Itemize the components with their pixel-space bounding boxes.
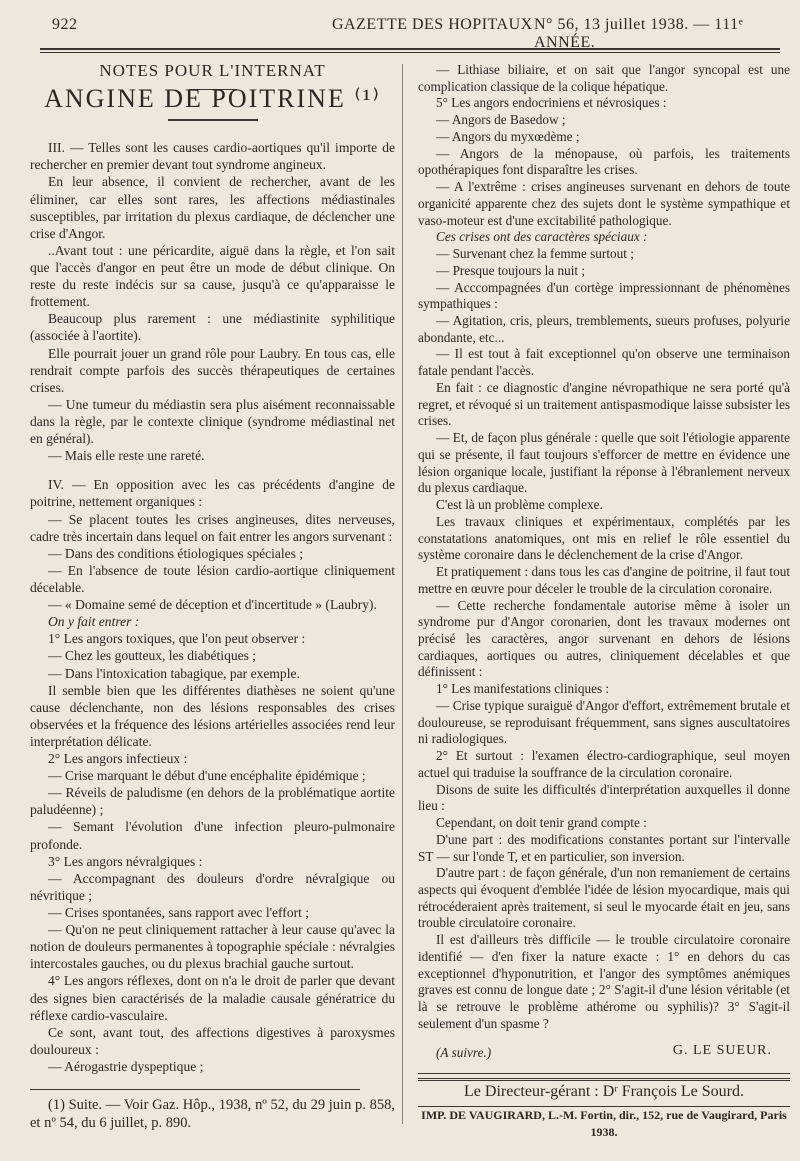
paragraph: — Survenant chez la femme surtout ; <box>436 246 634 262</box>
paragraph: — Presque toujours la nuit ; <box>436 262 586 278</box>
paragraph: — Dans des conditions étiologiques spéciales ; <box>48 545 304 561</box>
paragraph: Elle pourrait jouer un grand rôle pour Laubry. En tous cas, elle rendrait compte parfois des succès thérapeutiques de certaines crises. <box>30 345 395 395</box>
to-be-continued: (A suivre.) <box>436 1044 492 1060</box>
paragraph: 1° Les manifestations cliniques : <box>436 681 610 697</box>
issue-info: N° 56, 13 juillet 1938. — 111ᵉ ANNÉE. <box>534 16 744 51</box>
paragraph: — Crise marquant le début d'une encéphalite épidémique ; <box>48 768 366 784</box>
paragraph: — « Domaine semé de déception et d'incertitude » (Laubry). <box>48 597 377 613</box>
paragraph: — Cette recherche fondamentale autorise même à isoler un syndrome pur d'Angor coronarien, dont les travaux modernes ont précisé les caractères, angor survenant en dehors de lésions cardiaques, aortiques ou autres, cliniquement décelables et que définissent : <box>418 597 790 680</box>
printer-line: IMP. DE VAUGIRARD, L.-M. Fortin, dir., 152, rue de Vaugirard, Paris 1938. <box>421 1108 787 1140</box>
footnote-rule <box>30 1089 360 1090</box>
director-line: Le Directeur-gérant : Dʳ François Le Sourd. <box>464 1082 744 1100</box>
left-column <box>30 62 395 1132</box>
paragraph: — Agitation, cris, pleurs, tremblements, sueurs profuses, polyurie abondante, etc... <box>418 313 790 345</box>
paragraph: Il est d'ailleurs très difficile — le trouble circulatoire coronaire identifié — d'en fixer la nature exacte : 1° en dehors du cas exceptionnel d'hyponutrition, et l'angor des symptômes anémiques graves est connu de longue date ; 2° S'agit-il d'une lésion véritable (et là se retrouve le problème athérome ou syphilis)? 3° S'agit-il seulement d'un spasme ? <box>418 932 790 1031</box>
footnote: (1) Suite. — Voir Gaz. Hôp., 1938, nº 52, du 29 juin p. 858, et nº 54, du 6 juillet, p. 890. <box>30 1097 395 1132</box>
paragraph: Cependant, on doit tenir grand compte : <box>436 815 647 831</box>
section-kicker: NOTES POUR L'INTERNAT <box>99 61 326 80</box>
paragraph: — En l'absence de toute lésion cardio-aortique cliniquement décelable. <box>30 562 395 595</box>
paragraph: En leur absence, il convient de rechercher, avant de les éliminer, car elles sont rares, les affections médiastinales susceptibles, par irritation du plexus cardiaque, de déclencher une crise d'Angor. <box>30 174 395 241</box>
paragraph: — Acccompagnées d'un cortège impressionnant de phénomènes sympathiques : <box>418 279 790 312</box>
paragraph: D'une part : des modifications constantes portant sur l'intervalle ST — sur l'onde T, et en particulier, son inversion. <box>418 831 790 864</box>
paragraph: — Qu'on ne peut cliniquement rattacher à leur cause qu'avec la notion de douleurs permanentes à topographie spéciale : névralgies intercostales gauches, ou du plexus brachial gauche surtout. <box>30 922 395 972</box>
paragraph: 3° Les angors névralgiques : <box>48 853 203 869</box>
paragraph: 4° Les angors réflexes, dont on n'a le droit de parler que devant des signes bien caractérisés de la maladie causale génératrice du réflexe cardio-vasculaire. <box>30 973 395 1023</box>
page-number: 922 <box>52 16 78 33</box>
paragraph: — Crises spontanées, sans rapport avec l'effort ; <box>48 905 310 921</box>
journal-title: GAZETTE DES HOPITAUX <box>332 16 533 33</box>
paragraph: — Angors de la ménopause, où parfois, les traitements opothérapiques font disparaître les crises. <box>418 145 790 178</box>
article-title: ANGINE DE POITRINE ⁽¹⁾ <box>44 84 381 114</box>
paragraph: 1° Les angors toxiques, que l'on peut observer : <box>48 631 306 647</box>
paragraph: En fait : ce diagnostic d'angine névropathique ne sera porté qu'à regret, et révoqué si un traitement antispasmodique laisse subsister les crises. <box>418 379 790 429</box>
paragraph: 2° Et surtout : l'examen électro-cardiographique, seul moyen actuel qui traduise la souffrance de la circulation coronaire. <box>418 748 790 780</box>
end-rule <box>418 1073 790 1074</box>
column-divider <box>402 64 403 1124</box>
paragraph: IV. — En opposition avec les cas précédents d'angine de poitrine, nettement organiques : <box>30 477 395 510</box>
paragraph: — Lithiase biliaire, et on sait que l'angor syncopal est une complication classique de la colique hépatique. <box>418 62 790 94</box>
paragraph: D'autre part : de façon générale, d'un non remaniement de certains aspects qui évoquent d'emblée l'idée de lésion myocardique, mais qui rétrocéderaient après traitement, si seul le myocarde était en jeu, sans trouble circulatoire coronaire. <box>418 865 790 931</box>
paragraph: — Réveils de paludisme (en dehors de la problématique aortite paludéenne) ; <box>30 785 395 818</box>
paragraph: Ces crises ont des caractères spéciaux : <box>436 229 648 245</box>
paragraph: — Angors du myxœdème ; <box>436 128 580 144</box>
paragraph: — Et, de façon plus générale : quelle que soit l'étiologie apparente qui se présente, il faut toujours s'efforcer de mettre en évidence une lésion organique locale, justifiant la réponse à l'ébranlement nerveux du plexus cardiaque. <box>418 430 790 496</box>
paragraph: — Accompagnant des douleurs d'ordre névralgique ou névritique ; <box>30 870 395 903</box>
paragraph: Disons de suite les difficultés d'interprétation auxquelles il donne lieu : <box>418 781 790 814</box>
paragraph: 5° Les angors endocriniens et névrosiques : <box>436 95 667 111</box>
signature-row <box>418 1039 790 1067</box>
right-column <box>418 62 790 1141</box>
paragraph: — Semant l'évolution d'une infection pleuro-pulmonaire profonde. <box>30 819 395 852</box>
paragraph: Les travaux cliniques et expérimentaux, complétés par les constatations anatomiques, ont mis en relief le rôle essentiel du système coronaire dans le déclenchement de la crise d'Angor. <box>418 513 790 563</box>
paragraph: — Une tumeur du médiastin sera plus aisément reconnaissable dans la règle, par le contexte clinique (syndrome médiastinal net en général). <box>30 396 395 447</box>
paragraph: Ce sont, avant tout, des affections digestives à paroxysmes douloureux : <box>30 1024 395 1057</box>
paragraph: — Il est tout à fait exceptionnel qu'on observe une terminaison fatale pendant l'accès. <box>418 346 790 379</box>
paragraph: — Dans l'intoxication tabagique, par exemple. <box>48 665 300 681</box>
paragraph: On y fait entrer : <box>48 614 140 630</box>
paragraph: — Chez les goutteux, les diabétiques ; <box>48 648 257 664</box>
header-rule <box>40 48 780 53</box>
paragraph: Il semble bien que les différentes diathèses ne soient qu'une cause déclenchante, non des lésions responsables des crises observées et la fréquence des lésions artérielles associées rend leur interprétation délicate. <box>30 682 395 749</box>
page-header <box>40 10 780 51</box>
paragraph: Beaucoup plus rarement : une médiastinite syphilitique (associée à l'aortite). <box>30 311 395 344</box>
paragraph: 2° Les angors infectieux : <box>48 751 188 767</box>
paragraph: — Mais elle reste une rareté. <box>48 448 205 464</box>
paragraph: — Angors de Basedow ; <box>436 112 566 128</box>
paragraph: — A l'extrême : crises angineuses survenant en dehors de toute organicité apparente chez des sujets dont le système sympathique et vaso-moteur est d'une excitabilité pathologique. <box>418 179 790 228</box>
paragraph: C'est là un problème complexe. <box>436 497 603 513</box>
paragraph: — Aérogastrie dyspeptique ; <box>48 1059 204 1075</box>
paragraph: ..Avant tout : une péricardite, aiguë dans la règle, et l'on sait que l'accès d'angor en peut être un mode de début clinique. On reste du reste indécis sur sa cause, jusqu'à ce qu'apparaisse le frottement. <box>30 242 395 310</box>
paragraph: — Crise typique suraiguë d'Angor d'effort, extrêmement brutale et douloureuse, se reproduisant fréquemment, sans signes auscultatoires ni radiologiques. <box>418 697 790 747</box>
paragraph: III. — Telles sont les causes cardio-aortiques qu'il importe de rechercher en premier devant tout syndrome angineux. <box>30 140 395 173</box>
paragraph: Et pratiquement : dans tous les cas d'angine de poitrine, il faut tout mettre en œuvre pour déceler le trouble de la circulation coronaire. <box>418 564 790 596</box>
title-rule <box>168 119 258 121</box>
paragraph: — Se placent toutes les crises angineuses, dites nerveuses, cadre très incertain dans lequel on fait entrer les angors survenant : <box>30 511 395 544</box>
author-signature: G. LE SUEUR. <box>672 1042 772 1058</box>
